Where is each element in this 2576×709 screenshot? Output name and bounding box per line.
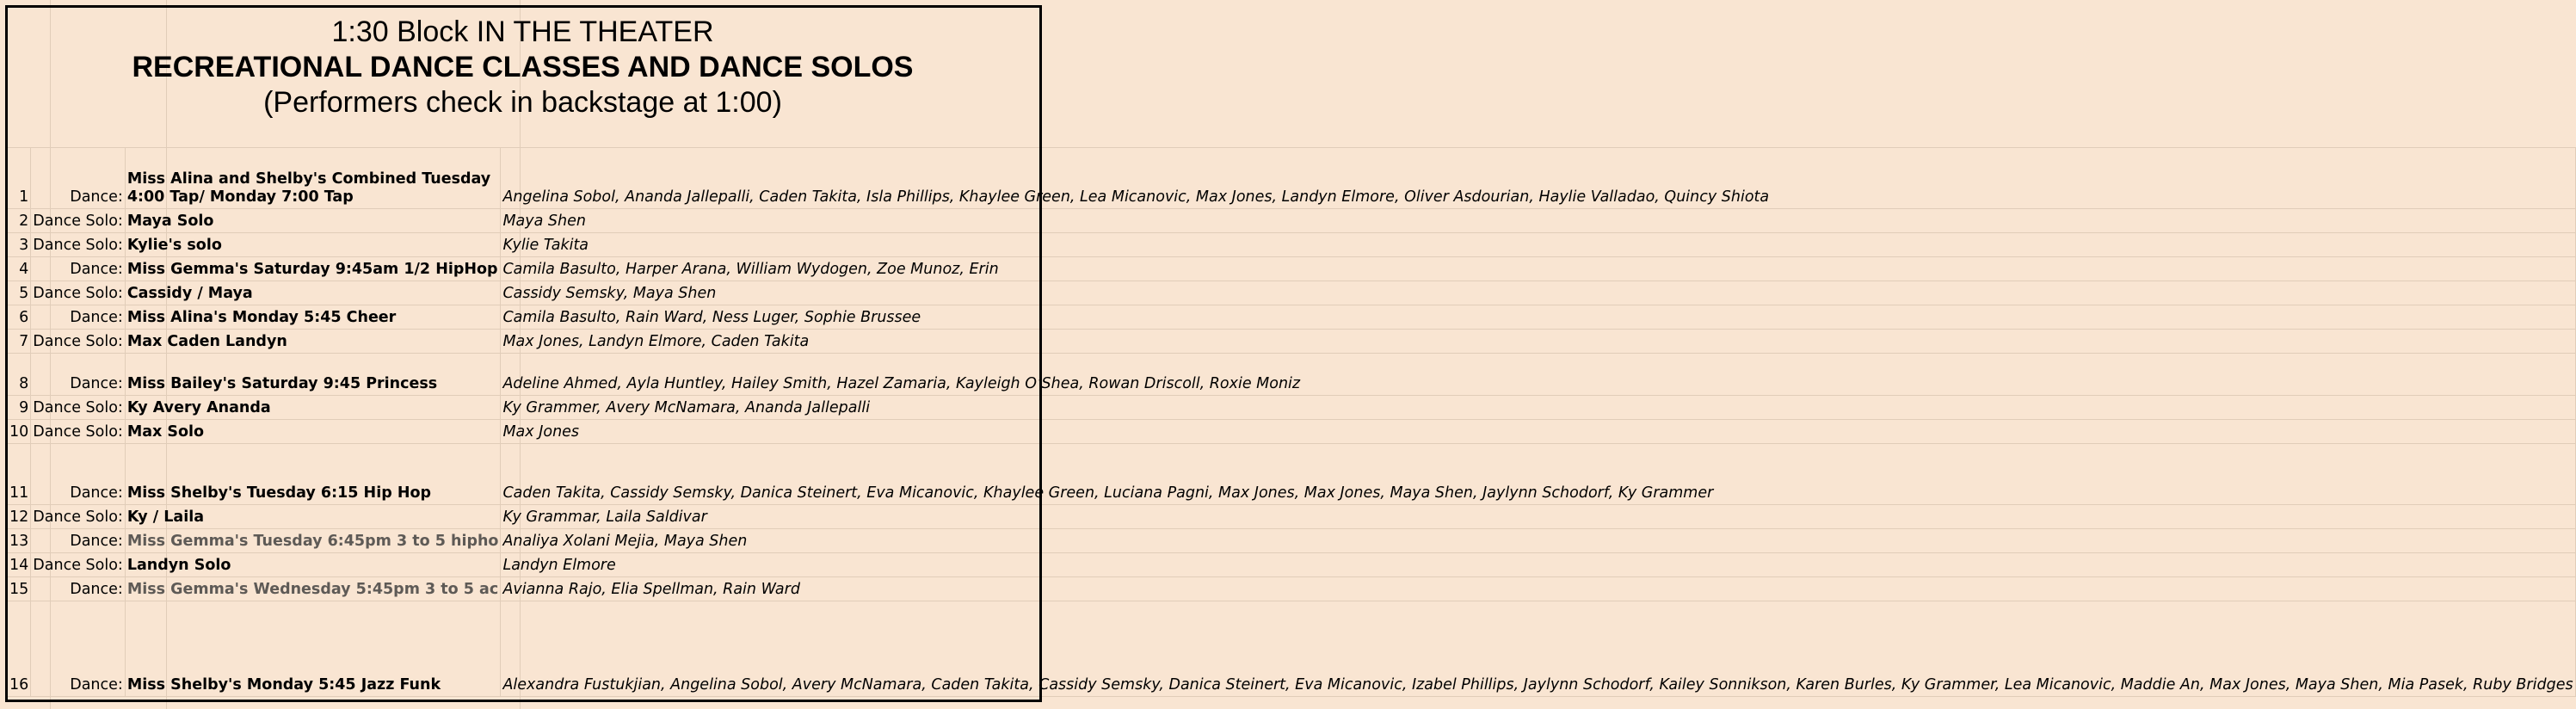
performers-cell[interactable]: Maya Shen: [501, 209, 2575, 233]
table-row: [8, 577, 2576, 601]
row-number-cell[interactable]: 2: [8, 209, 31, 233]
table-row: [8, 354, 2576, 396]
type-cell[interactable]: Dance:: [31, 529, 126, 553]
table-row: [8, 330, 2576, 354]
type-cell[interactable]: Dance:: [31, 354, 126, 396]
type-cell[interactable]: Dance:: [31, 577, 126, 601]
row-number-cell[interactable]: 8: [8, 354, 31, 396]
performers-cell[interactable]: Ky Grammer, Avery McNamara, Ananda Jallepalli: [501, 396, 2575, 420]
type-cell[interactable]: Dance:: [31, 444, 126, 505]
row-number-cell[interactable]: 4: [8, 257, 31, 281]
table-row: [8, 233, 2576, 257]
table-row: [8, 420, 2576, 444]
performers-cell[interactable]: Adeline Ahmed, Ayla Huntley, Hailey Smith, Hazel Zamaria, Kayleigh O’Shea, Rowan Driscoll, Roxie Moniz: [501, 354, 2575, 396]
row-number-cell[interactable]: 13: [8, 529, 31, 553]
type-cell[interactable]: Dance:: [31, 601, 126, 697]
performers-cell[interactable]: Landyn Elmore: [501, 553, 2575, 577]
table-row: [8, 281, 2576, 305]
class-cell[interactable]: Miss Bailey's Saturday 9:45 Princess: [125, 354, 501, 396]
performers-cell[interactable]: Angelina Sobol, Ananda Jallepalli, Caden Takita, Isla Phillips, Khaylee Green, Lea Micanovic, Max Jones, Landyn Elmore, Oliver Asdourian, Haylie Valladao, Quincy Shiota: [501, 148, 2575, 209]
class-cell[interactable]: Landyn Solo: [125, 553, 501, 577]
row-number-cell[interactable]: 6: [8, 305, 31, 330]
performers-cell[interactable]: Ky Grammar, Laila Saldivar: [501, 505, 2575, 529]
class-label: Miss Alina and Shelby's Combined Tuesday 4:00 Tap/ Monday 7:00 Tap: [126, 170, 491, 206]
row-number-cell[interactable]: 16: [8, 601, 31, 697]
schedule-table: [7, 147, 2576, 697]
title-cell[interactable]: [5, 4, 1040, 123]
row-number-cell[interactable]: 9: [8, 396, 31, 420]
class-cell[interactable]: Cassidy / Maya: [125, 281, 501, 305]
class-cell[interactable]: Miss Gemma's Wednesday 5:45pm 3 to 5 ac: [125, 577, 501, 601]
performers-cell[interactable]: Analiya Xolani Mejia, Maya Shen: [501, 529, 2575, 553]
type-cell[interactable]: Dance:: [31, 257, 126, 281]
class-cell[interactable]: Max Solo: [125, 420, 501, 444]
class-cell[interactable]: Miss Shelby's Tuesday 6:15 Hip Hop: [125, 444, 501, 505]
type-cell[interactable]: Dance:: [31, 148, 126, 209]
row-number-cell[interactable]: 12: [8, 505, 31, 529]
table-row: [8, 444, 2576, 505]
class-cell[interactable]: Ky Avery Ananda: [125, 396, 501, 420]
row-number-cell[interactable]: 7: [8, 330, 31, 354]
class-cell[interactable]: Kylie's solo: [125, 233, 501, 257]
class-cell[interactable]: Max Caden Landyn: [125, 330, 501, 354]
table-row: [8, 529, 2576, 553]
table-row: [8, 396, 2576, 420]
type-cell[interactable]: Dance Solo:: [31, 420, 126, 444]
title-line-2: RECREATIONAL DANCE CLASSES AND DANCE SOLOS: [132, 51, 914, 83]
class-cell[interactable]: Maya Solo: [125, 209, 501, 233]
type-cell[interactable]: Dance Solo:: [31, 505, 126, 529]
performers-cell[interactable]: Camila Basulto, Harper Arana, William Wydogen, Zoe Munoz, Erin: [501, 257, 2575, 281]
row-number-cell[interactable]: 11: [8, 444, 31, 505]
table-row: [8, 148, 2576, 209]
performers-cell[interactable]: Cassidy Semsky, Maya Shen: [501, 281, 2575, 305]
performers-cell[interactable]: Kylie Takita: [501, 233, 2575, 257]
row-number-cell[interactable]: 5: [8, 281, 31, 305]
title-line-1: 1:30 Block IN THE THEATER: [331, 15, 714, 48]
performers-cell[interactable]: Max Jones: [501, 420, 2575, 444]
row-number-cell[interactable]: 15: [8, 577, 31, 601]
performers-cell[interactable]: Caden Takita, Cassidy Semsky, Danica Steinert, Eva Micanovic, Khaylee Green, Luciana Pagni, Max Jones, Max Jones, Maya Shen, Jaylynn Schodorf, Ky Grammer: [501, 444, 2575, 505]
performers-cell[interactable]: Alexandra Fustukjian, Angelina Sobol, Avery McNamara, Caden Takita, Cassidy Semsky, Danica Steinert, Eva Micanovic, Izabel Phillips, Jaylynn Schodorf, Kailey Sonnikson, Karen Burles, Ky Grammer, Lea Micanovic, Maddie An, Max Jones, Maya Shen, Mia Pasek, Ruby Bridges: [501, 601, 2575, 697]
type-cell[interactable]: Dance Solo:: [31, 553, 126, 577]
title-line-3: (Performers check in backstage at 1:00): [263, 86, 782, 119]
class-cell[interactable]: [125, 148, 501, 209]
performers-cell[interactable]: Avianna Rajo, Elia Spellman, Rain Ward: [501, 577, 2575, 601]
table-row: [8, 305, 2576, 330]
table-row: [8, 209, 2576, 233]
table-row: [8, 553, 2576, 577]
table-row: [8, 505, 2576, 529]
row-number-cell[interactable]: 1: [8, 148, 31, 209]
table-row: [8, 257, 2576, 281]
class-cell[interactable]: Miss Gemma's Saturday 9:45am 1/2 HipHop: [125, 257, 501, 281]
type-cell[interactable]: Dance Solo:: [31, 396, 126, 420]
class-cell[interactable]: Miss Gemma's Tuesday 6:45pm 3 to 5 hipho: [125, 529, 501, 553]
class-cell[interactable]: Ky / Laila: [125, 505, 501, 529]
performers-cell[interactable]: Camila Basulto, Rain Ward, Ness Luger, Sophie Brussee: [501, 305, 2575, 330]
type-cell[interactable]: Dance Solo:: [31, 281, 126, 305]
type-cell[interactable]: Dance Solo:: [31, 233, 126, 257]
row-number-cell[interactable]: 3: [8, 233, 31, 257]
table-row: [8, 601, 2576, 697]
type-cell[interactable]: Dance:: [31, 305, 126, 330]
type-cell[interactable]: Dance Solo:: [31, 209, 126, 233]
type-cell[interactable]: Dance Solo:: [31, 330, 126, 354]
row-number-cell[interactable]: 10: [8, 420, 31, 444]
row-number-cell[interactable]: 14: [8, 553, 31, 577]
class-cell[interactable]: Miss Shelby's Monday 5:45 Jazz Funk: [125, 601, 501, 697]
performers-cell[interactable]: Max Jones, Landyn Elmore, Caden Takita: [501, 330, 2575, 354]
class-cell[interactable]: Miss Alina's Monday 5:45 Cheer: [125, 305, 501, 330]
